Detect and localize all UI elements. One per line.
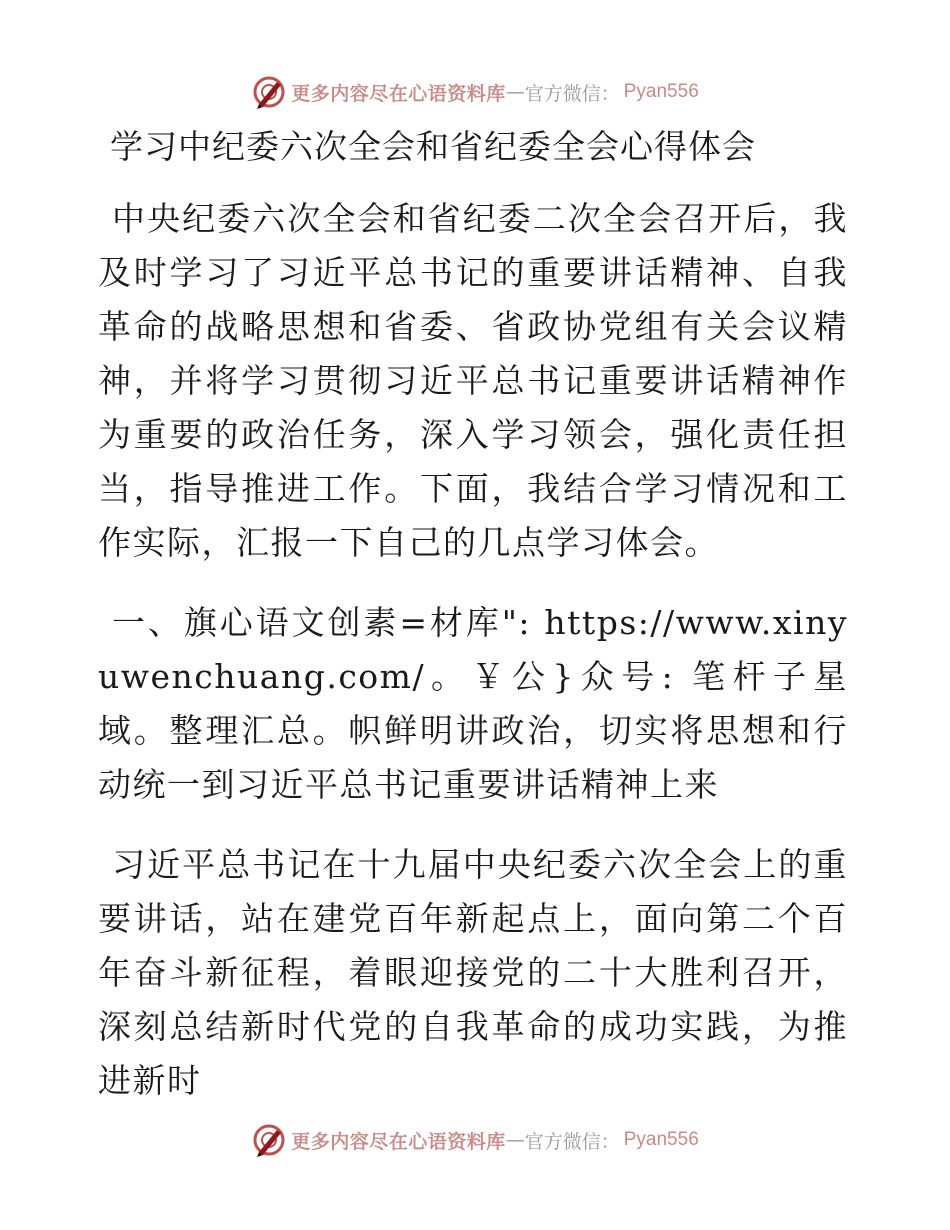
banner-official-id: Pyan556	[623, 81, 699, 102]
section-heading-one: 一、旗心语文创素=材库": https://www.xinyuwenchuang.com/。￥公}众号: 笔杆子星域。整理汇总。帜鲜明讲政治，切实将思想和行动统一到习近平总书记重要讲话精神上来	[98, 603, 848, 804]
banner-official-label: 官方微信：	[524, 82, 620, 105]
banner-official-id: Pyan556	[623, 1129, 699, 1150]
pen-circle-icon	[251, 74, 287, 110]
header-watermark-banner	[0, 72, 950, 112]
banner-separator: —	[505, 81, 525, 103]
pen-circle-icon	[251, 1122, 287, 1158]
paragraph-intro: 中央纪委六次全会和省纪委二次全会召开后，我及时学习了习近平总书记的重要讲话精神、自我革命的战略思想和省委、省政协党组有关会议精神，并将学习贯彻习近平总书记重要讲话精神作为重要的政治任务，深入学习领会，强化责任担当，指导推进工作。下面，我结合学习情况和工作实际，汇报一下自己的几点学习体会。	[98, 199, 848, 562]
document-body	[98, 118, 848, 1134]
document-title: 学习中纪委六次全会和省纪委全会心得体会	[110, 127, 756, 166]
banner-separator: —	[505, 1129, 525, 1151]
banner-promo-text: 更多内容尽在心语资料库	[291, 1130, 506, 1153]
banner-promo-text: 更多内容尽在心语资料库	[291, 82, 506, 105]
paragraph-body: 习近平总书记在十九届中央纪委六次全会上的重要讲话，站在建党百年新起点上，面向第二个百年奋斗新征程，着眼迎接党的二十大胜利召开，深刻总结新时代党的自我革命的成功实践，为推进新时	[98, 845, 848, 1100]
banner-official-label: 官方微信：	[524, 1130, 620, 1153]
footer-watermark-banner	[0, 1120, 950, 1160]
